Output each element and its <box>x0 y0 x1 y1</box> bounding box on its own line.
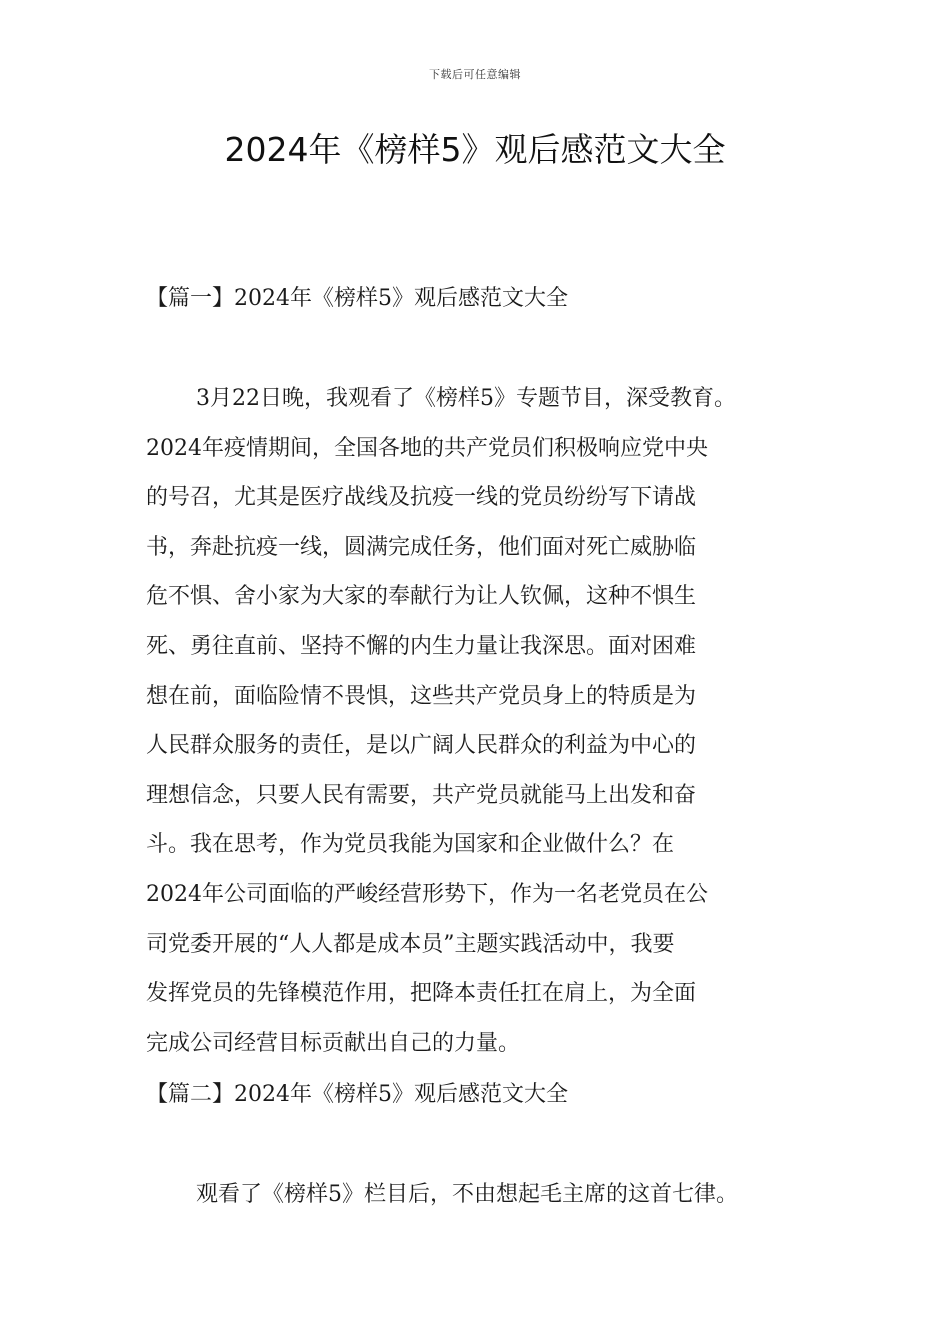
paragraph-line: 司党委开展的“人人都是成本员”主题实践活动中，我要 <box>146 931 675 957</box>
paragraph-line: 2024年公司面临的严峻经营形势下，作为一名老党员在公 <box>146 881 708 907</box>
paragraph-line: 书，奔赴抗疫一线，圆满完成任务，他们面对死亡威胁临 <box>146 534 697 560</box>
document-title: 2024年《榜样5》观后感范文大全 <box>224 130 726 169</box>
paragraph-line: 想在前，面临险情不畏惧，这些共产党员身上的特质是为 <box>146 683 697 709</box>
header-note: 下载后可任意编辑 <box>429 68 521 81</box>
paragraph-line: 人民群众服务的责任，是以广阔人民群众的利益为中心的 <box>146 733 697 759</box>
section-heading-1: 【篇一】2024年《榜样5》观后感范文大全 <box>146 286 568 311</box>
paragraph-line: 完成公司经营目标贡献出自己的力量。 <box>146 1030 521 1056</box>
paragraph-line: 危不惧、舍小家为大家的奉献行为让人钦佩，这种不惧生 <box>146 584 697 610</box>
paragraph-line: 观看了《榜样5》栏目后，不由想起毛主席的这首七律。 <box>196 1182 738 1207</box>
section-heading-2: 【篇二】2024年《榜样5》观后感范文大全 <box>146 1082 568 1107</box>
paragraph-line: 斗。我在思考，作为党员我能为国家和企业做什么？在 <box>146 832 675 858</box>
paragraph-line: 3月22日晚，我观看了《榜样5》专题节目，深受教育。 <box>196 386 736 411</box>
paragraph-line: 发挥党员的先锋模范作用，把降本责任扛在肩上，为全面 <box>146 981 697 1007</box>
paragraph-line: 理想信念，只要人民有需要，共产党员就能马上出发和奋 <box>146 782 697 808</box>
paragraph-line: 2024年疫情期间，全国各地的共产党员们积极响应党中央 <box>146 435 708 461</box>
section-2-paragraph <box>146 1170 826 1220</box>
paragraph-line: 死、勇往直前、坚持不懈的内生力量让我深思。面对困难 <box>146 633 697 659</box>
paragraph-line: 的号召，尤其是医疗战线及抗疫一线的党员纷纷写下请战 <box>146 485 697 511</box>
section-1-paragraph <box>146 374 826 1068</box>
